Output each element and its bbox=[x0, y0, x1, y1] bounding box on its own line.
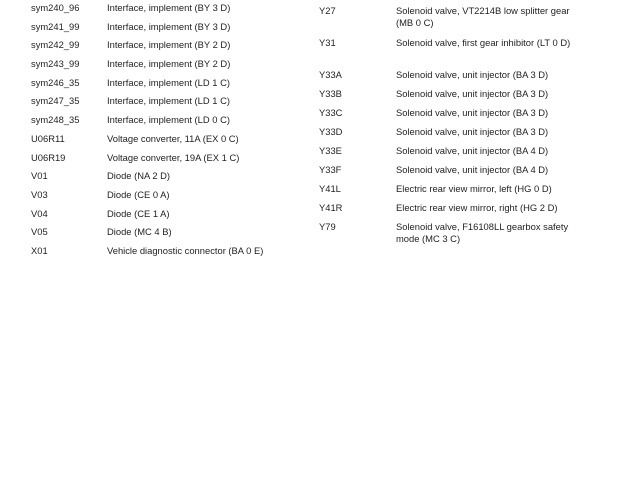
component-description: Diode (MC 4 B) bbox=[107, 226, 172, 238]
list-item bbox=[319, 88, 619, 107]
component-code: sym242_99 bbox=[31, 39, 80, 51]
component-code: sym247_35 bbox=[31, 95, 80, 107]
component-description: Solenoid valve, unit injector (BA 3 D) bbox=[396, 88, 549, 99]
component-description: Solenoid valve, unit injector (BA 3 D) bbox=[396, 69, 549, 80]
component-code: Y33A bbox=[319, 69, 342, 80]
list-item bbox=[31, 2, 321, 21]
list-item bbox=[31, 245, 321, 264]
list-item bbox=[319, 145, 619, 164]
list-item bbox=[319, 37, 619, 69]
component-description: Diode (CE 0 A) bbox=[107, 188, 170, 200]
list-item bbox=[31, 95, 321, 114]
list-item bbox=[31, 133, 321, 152]
component-code: X01 bbox=[31, 244, 48, 256]
component-code: Y41R bbox=[319, 202, 343, 213]
component-code: Y33D bbox=[319, 126, 343, 137]
list-item bbox=[319, 107, 619, 126]
component-code: Y33B bbox=[319, 88, 342, 99]
component-description: Solenoid valve, F16108LL gearbox safety mode (MC 3 C) bbox=[396, 221, 569, 244]
component-code: V05 bbox=[31, 226, 48, 238]
list-item bbox=[31, 21, 321, 40]
list-item bbox=[31, 208, 321, 227]
list-item bbox=[319, 126, 619, 145]
component-description: Solenoid valve, unit injector (BA 3 D) bbox=[396, 107, 549, 118]
component-list-left bbox=[31, 2, 321, 264]
list-item bbox=[31, 58, 321, 77]
component-code: Y31 bbox=[319, 37, 336, 48]
component-description: Interface, implement (BY 3 D) bbox=[107, 20, 231, 32]
component-code: V04 bbox=[31, 207, 48, 219]
component-code: sym240_96 bbox=[31, 2, 80, 13]
component-description: Diode (CE 1 A) bbox=[107, 207, 170, 219]
list-item bbox=[319, 5, 619, 37]
component-description: Solenoid valve, unit injector (BA 4 D) bbox=[396, 145, 549, 156]
component-description: Vehicle diagnostic connector (BA 0 E) bbox=[107, 244, 264, 256]
component-code: Y41L bbox=[319, 183, 341, 194]
component-code: V01 bbox=[31, 170, 48, 182]
component-description: Interface, implement (BY 2 D) bbox=[107, 39, 231, 51]
component-code: V03 bbox=[31, 188, 48, 200]
component-description: Solenoid valve, unit injector (BA 4 D) bbox=[396, 164, 549, 175]
list-item bbox=[319, 164, 619, 183]
component-description: Interface, implement (LD 1 C) bbox=[107, 95, 230, 107]
component-code: sym248_35 bbox=[31, 114, 80, 126]
component-code: U06R19 bbox=[31, 151, 66, 163]
list-item bbox=[31, 39, 321, 58]
component-description: Voltage converter, 19A (EX 1 C) bbox=[107, 151, 240, 163]
list-item bbox=[31, 114, 321, 133]
component-description: Electric rear view mirror, right (HG 2 D) bbox=[396, 202, 558, 213]
list-item bbox=[319, 69, 619, 88]
list-item bbox=[31, 226, 321, 245]
list-item bbox=[31, 170, 321, 189]
list-item bbox=[319, 202, 619, 221]
component-description: Solenoid valve, VT2214B low splitter gear (MB 0 C) bbox=[396, 5, 570, 28]
component-code: Y79 bbox=[319, 221, 336, 232]
component-code: Y27 bbox=[319, 5, 336, 16]
component-code: Y33C bbox=[319, 107, 343, 118]
component-code: sym241_99 bbox=[31, 20, 80, 32]
component-list-right bbox=[319, 5, 619, 255]
list-item bbox=[319, 221, 619, 255]
component-description: Solenoid valve, first gear inhibitor (LT 0 D) bbox=[396, 37, 571, 48]
component-code: sym243_99 bbox=[31, 58, 80, 70]
component-code: Y33F bbox=[319, 164, 342, 175]
list-item bbox=[31, 189, 321, 208]
component-code: Y33E bbox=[319, 145, 342, 156]
list-item bbox=[319, 183, 619, 202]
component-description: Interface, implement (BY 3 D) bbox=[107, 2, 231, 13]
component-description: Diode (NA 2 D) bbox=[107, 170, 171, 182]
component-description: Interface, implement (BY 2 D) bbox=[107, 58, 231, 70]
component-code: sym246_35 bbox=[31, 76, 80, 88]
list-item bbox=[31, 77, 321, 96]
component-description: Electric rear view mirror, left (HG 0 D) bbox=[396, 183, 552, 194]
component-code: U06R11 bbox=[31, 132, 65, 144]
component-description: Interface, implement (LD 0 C) bbox=[107, 114, 230, 126]
component-description: Solenoid valve, unit injector (BA 3 D) bbox=[396, 126, 549, 137]
component-description: Interface, implement (LD 1 C) bbox=[107, 76, 230, 88]
list-item bbox=[31, 152, 321, 171]
component-description: Voltage converter, 11A (EX 0 C) bbox=[107, 132, 239, 144]
